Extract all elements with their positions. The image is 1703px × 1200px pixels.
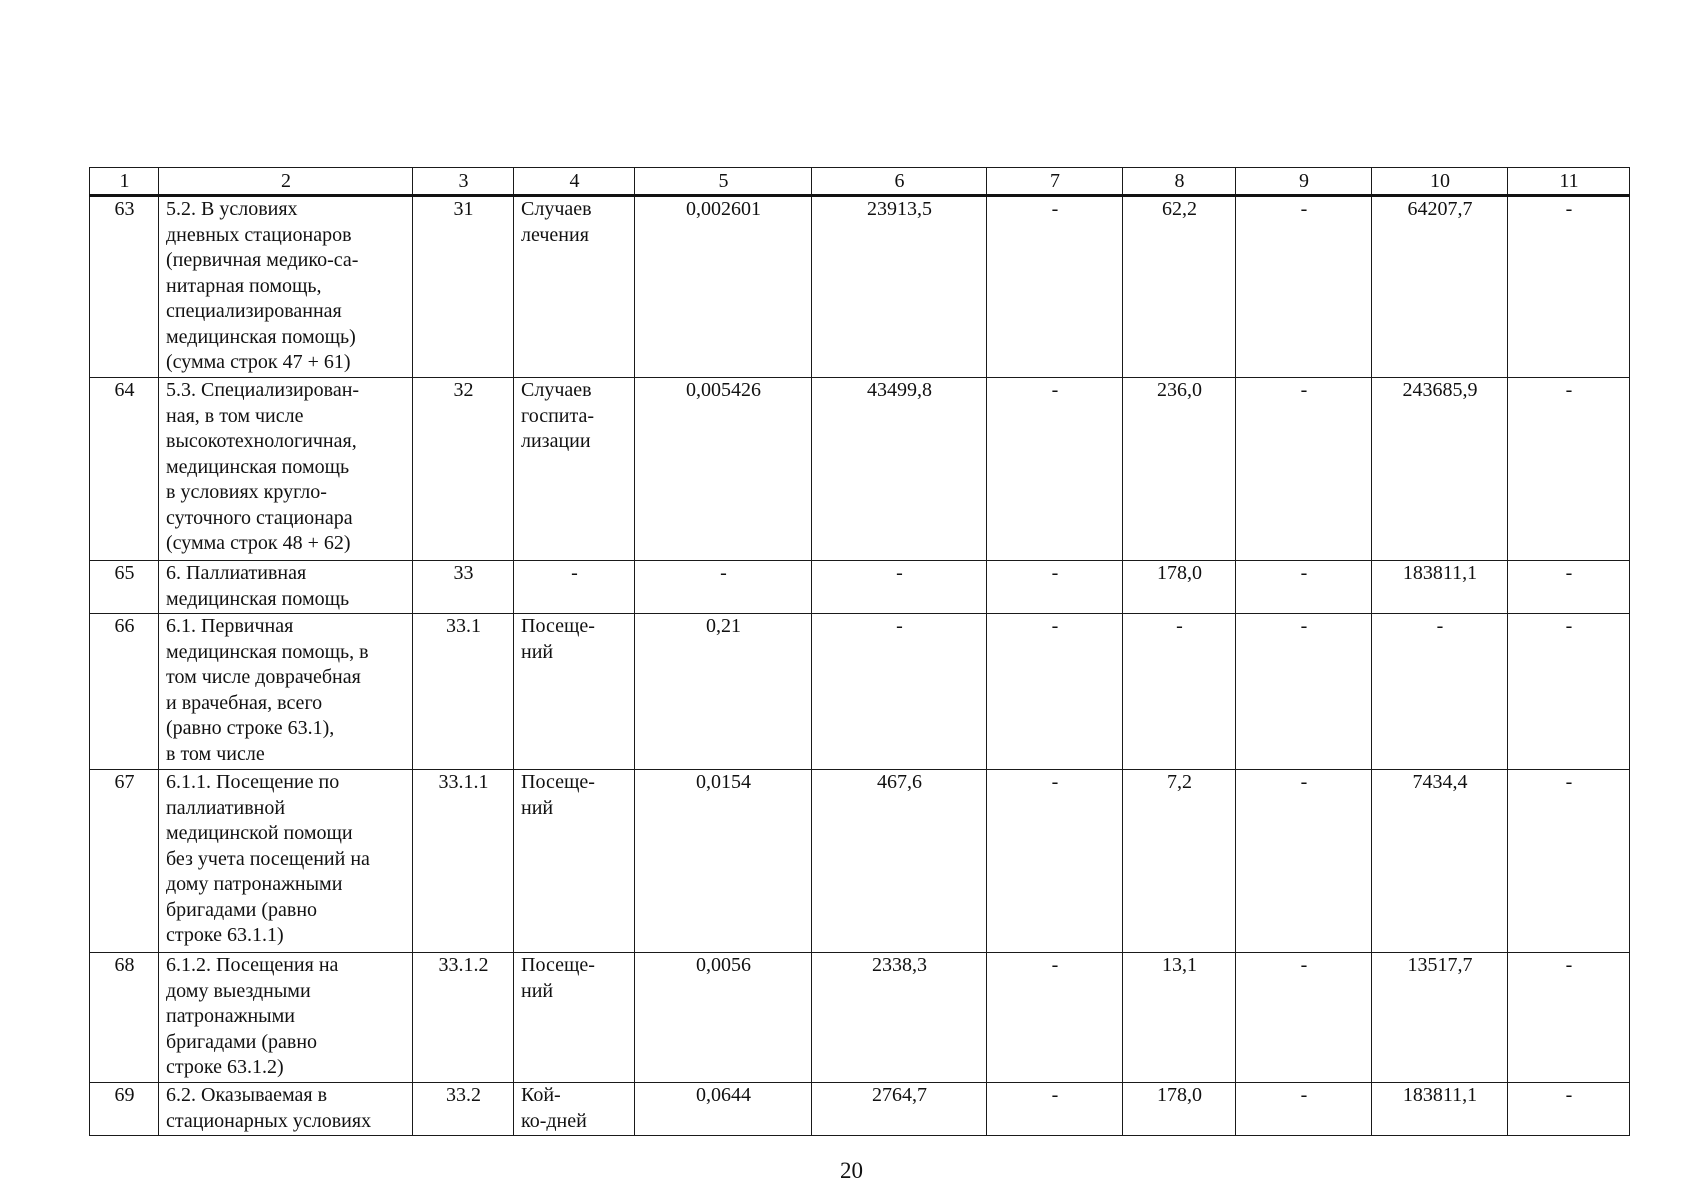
row-number-cell: 67: [90, 770, 159, 953]
value-cell: 13517,7: [1372, 953, 1508, 1083]
line-code-cell: 33.1.1: [413, 770, 514, 953]
value-cell: -: [1236, 561, 1372, 614]
unit-cell: -: [514, 561, 635, 614]
value-cell: -: [1236, 953, 1372, 1083]
value-cell: 467,6: [812, 770, 987, 953]
row-number-cell: 63: [90, 196, 159, 378]
header-cell: 7: [987, 168, 1123, 196]
header-cell: 1: [90, 168, 159, 196]
table-row: [90, 1083, 1630, 1136]
data-table-container: [89, 167, 1629, 1136]
table-row: [90, 196, 1630, 378]
indicator-name-cell: 5.3. Специализирован- ная, в том числе высокотехнологичная, медицинская помощь в условиях кругло- суточного стационара (сумма строк 48 + 62): [159, 378, 413, 561]
value-cell: -: [812, 614, 987, 770]
line-code-cell: 33.1.2: [413, 953, 514, 1083]
table-header: [90, 168, 1630, 196]
value-cell: -: [1236, 378, 1372, 561]
indicator-name-cell: 6. Паллиативная медицинская помощь: [159, 561, 413, 614]
value-cell: 178,0: [1123, 1083, 1236, 1136]
value-cell: 183811,1: [1372, 561, 1508, 614]
value-cell: -: [1236, 1083, 1372, 1136]
header-cell: 6: [812, 168, 987, 196]
value-cell: -: [987, 770, 1123, 953]
value-cell: 2764,7: [812, 1083, 987, 1136]
indicator-name-cell: 5.2. В условиях дневных стационаров (первичная медико-са- нитарная помощь, специализированная медицинская помощь) (сумма строк 47 + 61): [159, 196, 413, 378]
value-cell: 7,2: [1123, 770, 1236, 953]
value-cell: -: [1508, 378, 1630, 561]
unit-cell: Посеще- ний: [514, 953, 635, 1083]
value-cell: 243685,9: [1372, 378, 1508, 561]
indicator-name-cell: 6.1. Первичная медицинская помощь, в том числе доврачебная и врачебная, всего (равно строке 63.1), в том числе: [159, 614, 413, 770]
unit-cell: Посеще- ний: [514, 770, 635, 953]
value-cell: -: [1236, 770, 1372, 953]
value-cell: 0,0644: [635, 1083, 812, 1136]
unit-cell: Кой- ко-дней: [514, 1083, 635, 1136]
value-cell: 23913,5: [812, 196, 987, 378]
data-table: [89, 167, 1630, 1136]
value-cell: 0,21: [635, 614, 812, 770]
indicator-name-cell: 6.2. Оказываемая в стационарных условиях: [159, 1083, 413, 1136]
value-cell: 0,0154: [635, 770, 812, 953]
unit-cell: Случаев лечения: [514, 196, 635, 378]
unit-cell: Посеще- ний: [514, 614, 635, 770]
value-cell: 64207,7: [1372, 196, 1508, 378]
header-row: [90, 168, 1630, 196]
value-cell: -: [1236, 614, 1372, 770]
line-code-cell: 33.1: [413, 614, 514, 770]
header-cell: 10: [1372, 168, 1508, 196]
value-cell: -: [987, 1083, 1123, 1136]
value-cell: -: [987, 561, 1123, 614]
row-number-cell: 64: [90, 378, 159, 561]
header-cell: 2: [159, 168, 413, 196]
value-cell: -: [987, 614, 1123, 770]
value-cell: 43499,8: [812, 378, 987, 561]
row-number-cell: 66: [90, 614, 159, 770]
value-cell: -: [1508, 614, 1630, 770]
value-cell: 178,0: [1123, 561, 1236, 614]
value-cell: -: [987, 196, 1123, 378]
value-cell: -: [1123, 614, 1236, 770]
row-number-cell: 68: [90, 953, 159, 1083]
value-cell: 0,0056: [635, 953, 812, 1083]
line-code-cell: 33: [413, 561, 514, 614]
table-body: [90, 196, 1630, 1136]
header-cell: 11: [1508, 168, 1630, 196]
value-cell: -: [1508, 196, 1630, 378]
table-row: [90, 378, 1630, 561]
value-cell: 2338,3: [812, 953, 987, 1083]
table-row: [90, 953, 1630, 1083]
value-cell: -: [812, 561, 987, 614]
line-code-cell: 31: [413, 196, 514, 378]
header-cell: 5: [635, 168, 812, 196]
table-row: [90, 614, 1630, 770]
value-cell: -: [1508, 1083, 1630, 1136]
table-row: [90, 561, 1630, 614]
value-cell: -: [1372, 614, 1508, 770]
unit-cell: Случаев госпита- лизации: [514, 378, 635, 561]
header-cell: 4: [514, 168, 635, 196]
value-cell: 236,0: [1123, 378, 1236, 561]
value-cell: -: [1236, 196, 1372, 378]
line-code-cell: 32: [413, 378, 514, 561]
value-cell: -: [987, 953, 1123, 1083]
value-cell: 13,1: [1123, 953, 1236, 1083]
value-cell: 62,2: [1123, 196, 1236, 378]
value-cell: 183811,1: [1372, 1083, 1508, 1136]
value-cell: -: [635, 561, 812, 614]
page-number: 20: [840, 1158, 863, 1183]
value-cell: 0,005426: [635, 378, 812, 561]
value-cell: -: [1508, 953, 1630, 1083]
value-cell: -: [1508, 561, 1630, 614]
header-cell: 9: [1236, 168, 1372, 196]
indicator-name-cell: 6.1.2. Посещения на дому выездными патронажными бригадами (равно строке 63.1.2): [159, 953, 413, 1083]
header-cell: 3: [413, 168, 514, 196]
table-row: [90, 770, 1630, 953]
value-cell: 0,002601: [635, 196, 812, 378]
row-number-cell: 69: [90, 1083, 159, 1136]
header-cell: 8: [1123, 168, 1236, 196]
value-cell: 7434,4: [1372, 770, 1508, 953]
value-cell: -: [987, 378, 1123, 561]
line-code-cell: 33.2: [413, 1083, 514, 1136]
row-number-cell: 65: [90, 561, 159, 614]
indicator-name-cell: 6.1.1. Посещение по паллиативной медицинской помощи без учета посещений на дому патронажными бригадами (равно строке 63.1.1): [159, 770, 413, 953]
value-cell: -: [1508, 770, 1630, 953]
